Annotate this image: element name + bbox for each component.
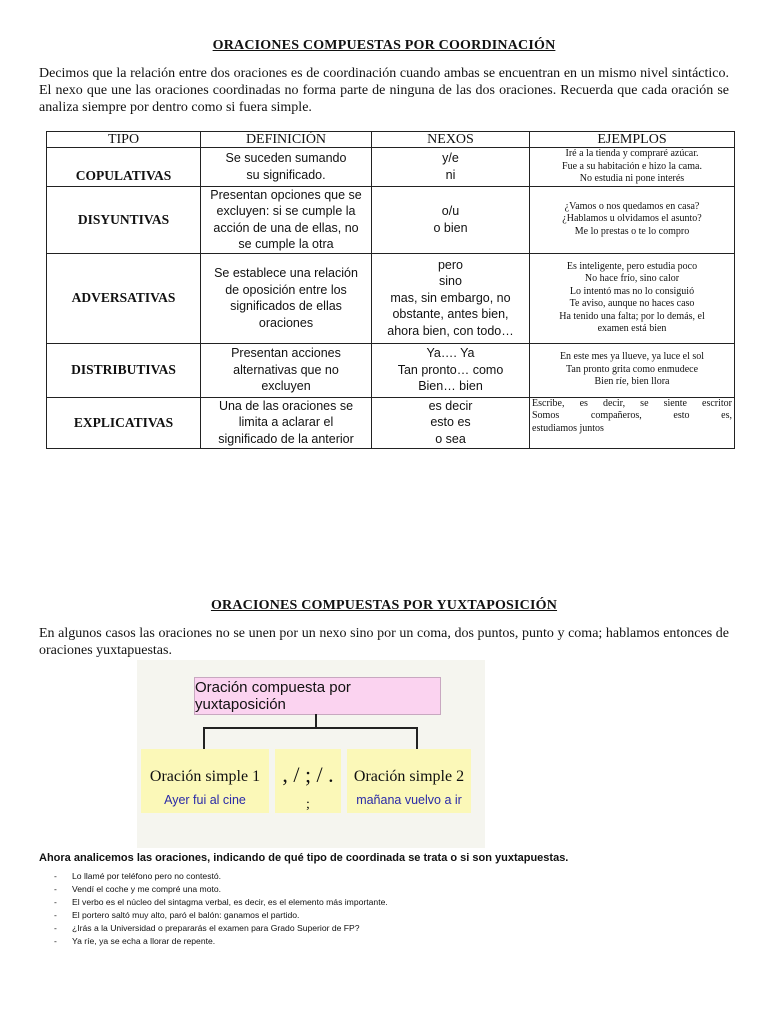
ejemplos-cell: Es inteligente, pero estudia poco No hace frío, sino calor Lo intentó mas no lo consiguió Te aviso, aunque no haces caso Ha tenido una falta; por lo demás, el examen está bien [530, 253, 735, 343]
definicion-cell: Se establece una relación de oposición entre los significados de ellas oraciones [201, 253, 372, 343]
table-header-row [47, 132, 735, 148]
list-item: - Vendí el coche y me compré una moto. [54, 884, 222, 894]
header-definicion: DEFINICIÓN [201, 132, 372, 148]
nexos-cell: pero sino mas, sin embargo, no obstante, antes bien, ahora bien, con todo… [372, 253, 530, 343]
diagram-punctuation: , / ; / . [282, 762, 334, 787]
diagram-label-simple-2: Oración simple 2 [353, 768, 465, 785]
list-item: - ¿Irás a la Universidad o prepararás el examen para Grado Superior de FP? [54, 923, 360, 933]
diagram-punctuation-sub: ; [306, 797, 310, 812]
definicion-cell: Se suceden sumando su significado. [201, 148, 372, 187]
exercise-list [54, 870, 388, 948]
ejemplos-cell: En este mes ya llueve, ya luce el sol Tan pronto grita como enmudece Bien ríe, bien llora [530, 343, 735, 397]
tipo-cell: EXPLICATIVAS [47, 397, 201, 448]
diagram-top-box: Oración compuesta por yuxtaposición [194, 677, 441, 715]
diagram-label-simple-1: Oración simple 1 [149, 768, 261, 785]
diagram-box-simple-2 [347, 749, 471, 813]
header-nexos: NEXOS [372, 132, 530, 148]
diagram-example-simple-2: mañana vuelvo a ir [356, 793, 462, 807]
table-row [47, 343, 735, 397]
intro-paragraph-yuxtaposicion: En algunos casos las oraciones no se unen por un nexo sino por un coma, dos puntos, punto y coma; hablamos entonces de oraciones yuxtapuestas. [39, 626, 729, 658]
tipo-cell: DISYUNTIVAS [47, 186, 201, 253]
list-item: - Ya ríe, ya se echa a llorar de repente. [54, 936, 216, 946]
ejemplos-cell: ¿Vamos o nos quedamos en casa? ¿Hablamos u olvidamos el asunto? Me lo prestas o te lo compro [530, 186, 735, 253]
intro-paragraph-coordinacion: Decimos que la relación entre dos oraciones es de coordinación cuando ambas se encuentran en un mismo nivel sintáctico. El nexo que une las oraciones coordinadas no forma parte de ninguna de las dos oraciones. Recuerda que cada oración se analiza siempre por dentro como si fuera simple. [39, 66, 729, 115]
nexos-cell: y/e ni [372, 148, 530, 187]
nexos-cell: es decir esto es o sea [372, 397, 530, 448]
table-row [47, 397, 735, 448]
diagram-connector [203, 727, 205, 749]
header-ejemplos: EJEMPLOS [530, 132, 735, 148]
nexos-cell: o/u o bien [372, 186, 530, 253]
ejemplos-cell: Escribe, es decir, se siente escritor Somos compañeros, esto es, estudiamos juntos [530, 397, 735, 448]
yuxtaposicion-diagram [137, 660, 485, 848]
diagram-connector [315, 714, 317, 728]
tipo-cell: DISTRIBUTIVAS [47, 343, 201, 397]
diagram-example-simple-1: Ayer fui al cine [164, 793, 246, 807]
list-item: - El verbo es el núcleo del sintagma verbal, es decir, es el elemento más importante. [54, 897, 388, 907]
header-tipo: TIPO [47, 132, 201, 148]
definicion-cell: Una de las oraciones se limita a aclarar el significado de la anterior [201, 397, 372, 448]
coordination-table [46, 131, 735, 449]
list-item: - El portero saltó muy alto, paró el balón: ganamos el partido. [54, 910, 300, 920]
section-title-coordinacion: ORACIONES COMPUESTAS POR COORDINACIÓN [212, 38, 556, 53]
definicion-cell: Presentan opciones que se excluyen: si se cumple la acción de una de ellas, no se cumple la otra [201, 186, 372, 253]
definicion-cell: Presentan acciones alternativas que no excluyen [201, 343, 372, 397]
table-row [47, 253, 735, 343]
tipo-cell: COPULATIVAS [47, 148, 201, 187]
exercise-title: Ahora analicemos las oraciones, indicando de qué tipo de coordinada se trata o si son yuxtapuestas. [39, 852, 569, 864]
table-row [47, 148, 735, 187]
list-item: - Lo llamé por teléfono pero no contestó. [54, 871, 222, 881]
diagram-box-simple-1 [141, 749, 269, 813]
section-title-yuxtaposicion: ORACIONES COMPUESTAS POR YUXTAPOSICIÓN [210, 598, 558, 613]
diagram-box-punctuation [275, 749, 341, 813]
diagram-connector [416, 727, 418, 749]
ejemplos-cell: Iré a la tienda y compraré azúcar. Fue a su habitación e hizo la cama. No estudia ni pone interés [530, 148, 735, 187]
nexos-cell: Ya…. Ya Tan pronto… como Bien… bien [372, 343, 530, 397]
table-row [47, 186, 735, 253]
tipo-cell: ADVERSATIVAS [47, 253, 201, 343]
diagram-connector [203, 727, 417, 729]
